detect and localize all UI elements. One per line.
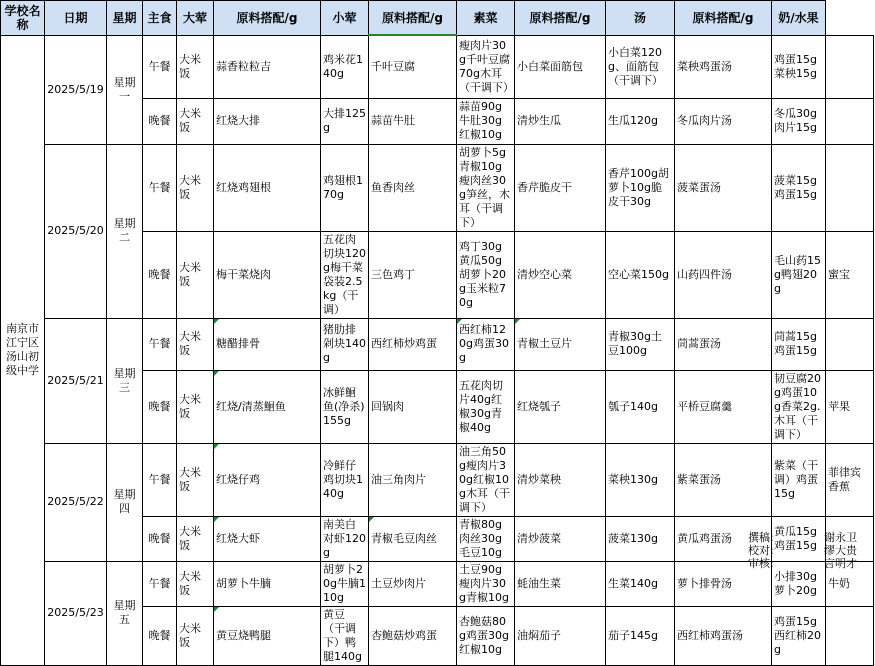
staple-cell[interactable]: 大米饭 [177,606,214,665]
header-vegetable[interactable]: 素菜 [457,1,515,36]
milk-fruit-cell[interactable] [826,318,874,370]
footer-row-review [748,557,872,570]
staple-cell[interactable]: 大米饭 [177,98,214,144]
main-dish-cell[interactable]: 红烧/清蒸鮰鱼 [214,370,321,443]
soup-ingredients-cell[interactable]: 鸡蛋15g菜秧15g [772,35,826,98]
soup-cell[interactable]: 冬瓜肉片汤 [675,98,772,144]
staple-cell[interactable]: 大米饭 [177,318,214,370]
staple-cell[interactable]: 大米饭 [177,370,214,443]
main-dish-cell[interactable]: 红烧大排 [214,98,321,144]
main-ingredients-cell[interactable]: 鸡米花140g [321,35,369,98]
veg-ingredients-cell[interactable]: 茄子145g [606,606,675,665]
vegetable-cell[interactable]: 青椒土豆片 [515,318,606,370]
soup-ingredients-cell[interactable]: 黄瓜15g鸡蛋15g [772,516,826,561]
main-dish-cell[interactable]: 梅干菜烧肉 [214,231,321,318]
soup-cell[interactable]: 黄瓜鸡蛋汤 [675,516,772,561]
footer-name[interactable]: 缪大贵 [824,544,857,557]
header-main-ingredients[interactable]: 原料搭配/g [214,1,321,36]
main-dish-cell[interactable]: 黄豆烧鸭腿 [214,606,321,665]
soup-ingredients-cell[interactable]: 韧豆腐20g鸡蛋10g香菜2g.木耳（干调下） [772,370,826,443]
small-dish-cell[interactable]: 鱼香肉丝 [369,144,457,231]
footer-label: 审核: [748,557,774,570]
date-cell[interactable]: 2025/5/23 [45,561,107,665]
main-ingredients-cell[interactable]: 南美白对虾120g [321,516,369,561]
small-ingredients-cell[interactable]: 蒜苗90g牛肚30g红椒10g [457,98,515,144]
footer-label: 校对: [748,544,774,557]
veg-ingredients-cell[interactable]: 菜秧130g [606,443,675,516]
soup-cell[interactable]: 萝卜排骨汤 [675,561,772,606]
staple-cell[interactable]: 大米饭 [177,35,214,98]
vegetable-cell[interactable]: 清炒菠菜 [515,516,606,561]
small-ingredients-cell[interactable]: 杏鲍菇80g鸡蛋30g红椒10g [457,606,515,665]
soup-cell[interactable]: 山药四件汤 [675,231,772,318]
meal-cell[interactable]: 午餐 [143,35,177,98]
soup-ingredients-cell[interactable]: 冬瓜30g肉片15g [772,98,826,144]
meal-cell[interactable]: 午餐 [143,318,177,370]
veg-ingredients-cell[interactable]: 香芹100g胡萝卜10g脆皮干30g [606,144,675,231]
meal-cell[interactable]: 午餐 [143,443,177,516]
small-dish-cell[interactable]: 油三角肉片 [369,443,457,516]
main-dish-cell[interactable]: 红烧仔鸡 [214,443,321,516]
vegetable-cell[interactable]: 清炒空心菜 [515,231,606,318]
weekday-cell[interactable]: 星期一 [107,35,143,144]
main-ingredients-cell[interactable]: 黄豆（干调下）鸭腿140g [321,606,369,665]
date-cell[interactable]: 2025/5/21 [45,318,107,443]
header-school[interactable]: 学校名称 [1,1,45,36]
meal-cell[interactable]: 午餐 [143,561,177,606]
footer-row-author [748,531,872,544]
milk-fruit-cell[interactable] [826,144,874,231]
soup-cell[interactable]: 紫菜蛋汤 [675,443,772,516]
small-dish-cell[interactable]: 土豆炒肉片 [369,561,457,606]
soup-ingredients-cell[interactable]: 菠菜15g鸡蛋15g [772,144,826,231]
table-row [1,144,874,231]
soup-ingredients-cell[interactable]: 鸡蛋15g西红柿20g [772,606,826,665]
small-ingredients-cell[interactable]: 土豆90g瘦肉片30g青椒10g [457,561,515,606]
date-cell[interactable]: 2025/5/20 [45,144,107,318]
footer-row-proofread [748,544,872,557]
meal-cell[interactable]: 晚餐 [143,231,177,318]
veg-ingredients-cell[interactable]: 生菜140g [606,561,675,606]
staple-cell[interactable]: 大米饭 [177,561,214,606]
vegetable-cell[interactable]: 小白菜面筋包 [515,35,606,98]
soup-cell[interactable]: 平桥豆腐羹 [675,370,772,443]
veg-ingredients-cell[interactable]: 菠菜130g [606,516,675,561]
small-ingredients-cell[interactable]: 青椒80g肉丝30g毛豆10g [457,516,515,561]
main-ingredients-cell[interactable]: 胡萝卜20g牛腩110g [321,561,369,606]
milk-fruit-cell[interactable] [826,606,874,665]
date-cell[interactable]: 2025/5/22 [45,443,107,561]
header-weekday[interactable]: 星期 [107,1,143,36]
footer-name[interactable]: 言明才 [824,557,857,570]
vegetable-cell[interactable]: 红烧瓠子 [515,370,606,443]
veg-ingredients-cell[interactable]: 瓠子140g [606,370,675,443]
signature-block [748,531,872,570]
header-veg-ingredients[interactable]: 原料搭配/g [515,1,606,36]
small-dish-cell[interactable]: 西红柿炒鸡蛋 [369,318,457,370]
staple-cell[interactable]: 大米饭 [177,516,214,561]
header-small-ingredients[interactable]: 原料搭配/g [369,1,457,36]
main-ingredients-cell[interactable]: 冰鲜鮰鱼(净杀)155g [321,370,369,443]
main-dish-cell[interactable]: 红烧鸡翅根 [214,144,321,231]
veg-ingredients-cell[interactable]: 小白菜120g、面筋包（干调下） [606,35,675,98]
header-main-dish[interactable]: 大荤 [177,1,214,36]
table-row [1,443,874,516]
main-ingredients-cell[interactable]: 五花肉切块120g梅干菜袋装2.5kg（干调） [321,231,369,318]
meal-cell[interactable]: 晚餐 [143,606,177,665]
vegetable-cell[interactable]: 蚝油生菜 [515,561,606,606]
small-ingredients-cell[interactable]: 瘦肉片30g千叶豆腐70g木耳（干调下） [457,35,515,98]
table-row [1,318,874,370]
footer-label: 撰稿: [748,531,774,544]
soup-cell[interactable]: 菜秧鸡蛋汤 [675,35,772,98]
meal-cell[interactable]: 午餐 [143,144,177,231]
small-dish-cell[interactable]: 回锅肉 [369,370,457,443]
main-ingredients-cell[interactable]: 大排125g [321,98,369,144]
small-dish-cell[interactable]: 千叶豆腐 [369,35,457,98]
vegetable-cell[interactable]: 油焖茄子 [515,606,606,665]
small-ingredients-cell[interactable]: 胡萝卜5g青椒10g瘦肉丝30g笋丝，木耳（干调下） [457,144,515,231]
main-ingredients-cell[interactable]: 冷鲜仔鸡切块140g [321,443,369,516]
soup-cell[interactable]: 茼蒿蛋汤 [675,318,772,370]
soup-ingredients-cell[interactable]: 茼蒿15g鸡蛋15g [772,318,826,370]
main-dish-cell[interactable]: 糖醋排骨 [214,318,321,370]
milk-fruit-cell[interactable]: 苹果 [826,370,874,443]
soup-ingredients-cell[interactable]: 毛山药15g鸭翅20g [772,231,826,318]
main-dish-cell[interactable]: 红烧大虾 [214,516,321,561]
weekday-cell[interactable]: 星期五 [107,561,143,665]
milk-fruit-cell[interactable]: 蜜宝 [826,231,874,318]
header-staple[interactable]: 主食 [143,1,177,36]
veg-ingredients-cell[interactable]: 空心菜150g [606,231,675,318]
header-row [1,1,874,36]
small-ingredients-cell[interactable]: 西红柿120g鸡蛋30g [457,318,515,370]
header-date[interactable]: 日期 [45,1,107,36]
school-name-cell[interactable]: 南京市江宁区汤山初级中学 [1,35,45,665]
main-dish-cell[interactable]: 胡萝卜牛腩 [214,561,321,606]
header-soup-ingredients[interactable]: 原料搭配/g [675,1,772,36]
small-dish-cell[interactable]: 蒜苗牛肚 [369,98,457,144]
milk-fruit-cell[interactable] [826,98,874,144]
veg-ingredients-cell[interactable]: 生瓜120g [606,98,675,144]
milk-fruit-cell[interactable] [826,35,874,98]
small-ingredients-cell[interactable]: 五花肉切片40g红椒30g青椒40g [457,370,515,443]
footer-name[interactable]: 谢永卫 [824,531,857,544]
main-dish-cell[interactable]: 蒜香粒粒吉 [214,35,321,98]
header-soup[interactable]: 汤 [606,1,675,36]
small-dish-cell[interactable]: 杏鲍菇炒鸡蛋 [369,606,457,665]
milk-fruit-cell[interactable]: 牛奶 [826,561,874,606]
table-row [1,561,874,606]
vegetable-cell[interactable]: 香芹脆皮干 [515,144,606,231]
small-ingredients-cell[interactable]: 油三角50g瘦肉片30g红椒10g木耳（干调下） [457,443,515,516]
weekday-cell[interactable]: 星期二 [107,144,143,318]
soup-cell[interactable]: 西红柿鸡蛋汤 [675,606,772,665]
veg-ingredients-cell[interactable]: 青椒30g土豆100g [606,318,675,370]
date-cell[interactable]: 2025/5/19 [45,35,107,144]
meal-cell[interactable]: 晚餐 [143,98,177,144]
small-ingredients-cell[interactable]: 鸡丁30g黄瓜50g胡萝卜20g玉米粒70g [457,231,515,318]
weekday-cell[interactable]: 星期三 [107,318,143,443]
staple-cell[interactable]: 大米饭 [177,443,214,516]
vegetable-cell[interactable]: 清炒生瓜 [515,98,606,144]
main-ingredients-cell[interactable]: 猪肋排剁块140g [321,318,369,370]
soup-cell[interactable]: 菠菜蛋汤 [675,144,772,231]
meal-cell[interactable]: 晚餐 [143,516,177,561]
soup-ingredients-cell[interactable]: 紫菜（干调）鸡蛋15g [772,443,826,516]
milk-fruit-cell[interactable]: 菲律宾香蕉 [826,443,874,516]
soup-ingredients-cell[interactable]: 小排30g萝卜20g [772,561,826,606]
staple-cell[interactable]: 大米饭 [177,144,214,231]
main-ingredients-cell[interactable]: 鸡翅根170g [321,144,369,231]
meal-cell[interactable]: 晚餐 [143,370,177,443]
table-row [1,35,874,98]
vegetable-cell[interactable]: 清炒菜秧 [515,443,606,516]
header-milk-fruit[interactable]: 奶/水果 [772,1,826,36]
small-dish-cell[interactable]: 青椒毛豆肉丝 [369,516,457,561]
header-small-dish[interactable]: 小荤 [321,1,369,36]
weekday-cell[interactable]: 星期四 [107,443,143,561]
small-dish-cell[interactable]: 三色鸡丁 [369,231,457,318]
staple-cell[interactable]: 大米饭 [177,231,214,318]
